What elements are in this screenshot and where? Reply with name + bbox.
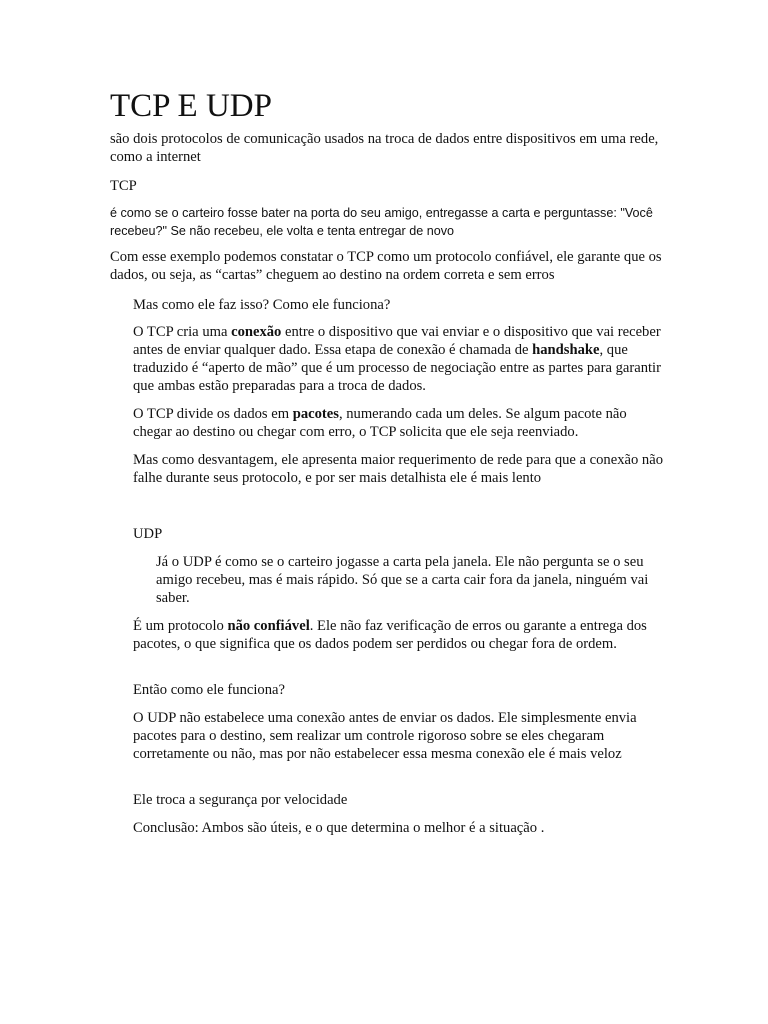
udp-how-paragraph: O UDP não estabelece uma conexão antes de enviar os dados. Ele simplesmente envia pacotes para o destino, sem realizar um controle rigoroso sobre se eles chegaram corretamente ou não, mas por não estabelecer essa mesma conexão ele é mais veloz — [133, 710, 637, 762]
document-title: TCP E UDP — [110, 88, 272, 124]
bold-term-conexao: conexão — [231, 324, 282, 340]
conclusion-paragraph: Conclusão: Ambos são úteis, e o que determina o melhor é a situação . — [133, 820, 545, 836]
intro-paragraph: são dois protocolos de comunicação usados na troca de dados entre dispositivos em uma rede, como a internet — [110, 131, 659, 165]
text-span: É um protocolo — [133, 618, 228, 634]
tcp-analogy-paragraph: é como se o carteiro fosse bater na porta do seu amigo, entregasse a carta e perguntasse: "Você recebeu?" Se não recebeu, ele volta e tenta entregar de novo — [110, 206, 653, 238]
bold-term-nao-confiavel: não confiável — [227, 618, 310, 634]
text-span: O TCP divide os dados em — [133, 406, 293, 422]
tcp-reliability-paragraph: Com esse exemplo podemos constatar o TCP como um protocolo confiável, ele garante que os dados, ou seja, as “cartas” cheguem ao destino na ordem correta e sem erros — [110, 249, 662, 283]
text-span: O TCP cria uma — [133, 324, 232, 340]
text-span: , que traduzido é “aperto de mão” que é um processo de negociação entre as partes para garantir que ambas estão preparadas para a troca de dados. — [133, 342, 661, 394]
text-span: entre o dispositivo que vai enviar e o dispositivo que vai receber antes de enviar qualquer dado. Essa etapa de conexão é chamada de — [133, 324, 661, 358]
tcp-question: Mas como ele faz isso? Como ele funciona? — [133, 297, 391, 313]
tcp-packets-paragraph — [133, 405, 668, 441]
tcp-connection-paragraph — [133, 323, 668, 395]
udp-tradeoff: Ele troca a segurança por velocidade — [133, 792, 348, 808]
tcp-heading: TCP — [110, 178, 137, 194]
udp-unreliable-paragraph — [133, 617, 668, 653]
udp-analogy-paragraph: Já o UDP é como se o carteiro jogasse a carta pela janela. Ele não pergunta se o seu amigo recebeu, mas é mais rápido. Só que se a carta cair fora da janela, ninguém vai saber. — [156, 554, 649, 606]
bold-term-pacotes: pacotes — [292, 406, 339, 422]
udp-question: Então como ele funciona? — [133, 682, 285, 698]
bold-term-handshake: handshake — [532, 342, 600, 358]
text-span: . Ele não faz verificação de erros ou garante a entrega dos pacotes, o que significa que os dados podem ser perdidos ou chegar fora de ordem. — [133, 618, 647, 652]
text-span: , numerando cada um deles. Se algum pacote não chegar ao destino ou chegar com erro, o TCP solicita que ele seja reenviado. — [133, 406, 627, 440]
tcp-disadvantage-paragraph: Mas como desvantagem, ele apresenta maior requerimento de rede para que a conexão não falhe durante seus protocolo, e por ser mais detalhista ele é mais lento — [133, 452, 663, 486]
udp-heading: UDP — [133, 526, 163, 542]
